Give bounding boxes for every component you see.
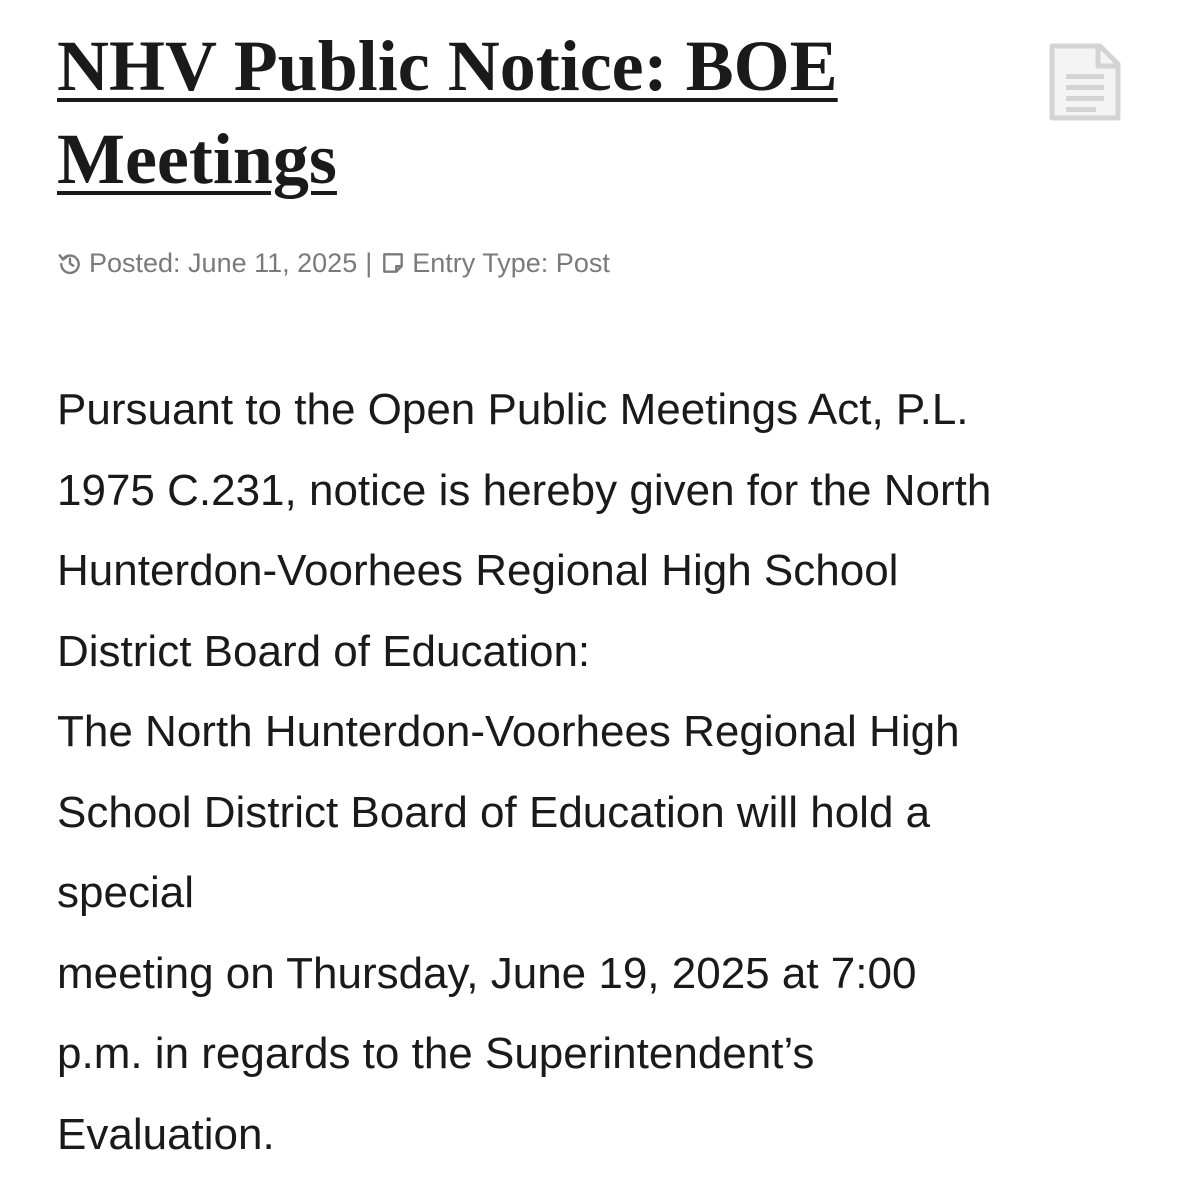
entry-type: Entry Type: Post: [412, 248, 610, 278]
meta-separator: |: [365, 248, 373, 278]
body-line: meeting on Thursday, June 19, 2025 at 7:00: [57, 948, 917, 998]
body-line: special: [57, 868, 194, 917]
body-line: District Board of Education:: [57, 626, 591, 676]
posted-date: Posted: June 11, 2025: [89, 248, 358, 278]
body-line: 1975 C.231, notice is hereby given for the North: [57, 465, 992, 515]
body-line: p.m. in regards to the Superintendent’s: [57, 1029, 815, 1078]
note-icon: [380, 250, 406, 276]
body-line: Pursuant to the Open Public Meetings Act, P.L.: [57, 385, 969, 434]
document-icon: [1046, 42, 1122, 122]
body-line: School District Board of Education will hold a: [57, 787, 931, 837]
body-line: The North Hunterdon-Voorhees Regional High: [57, 707, 960, 756]
body-line: Hunterdon-Voorhees Regional High School: [57, 546, 899, 595]
page-title[interactable]: NHV Public Notice: BOE Meetings: [57, 26, 838, 199]
body-line: Evaluation.: [57, 1109, 275, 1159]
post-header: [57, 20, 1157, 206]
post-meta: [57, 244, 610, 282]
history-icon: [57, 250, 83, 276]
post-body: [57, 370, 1157, 1175]
